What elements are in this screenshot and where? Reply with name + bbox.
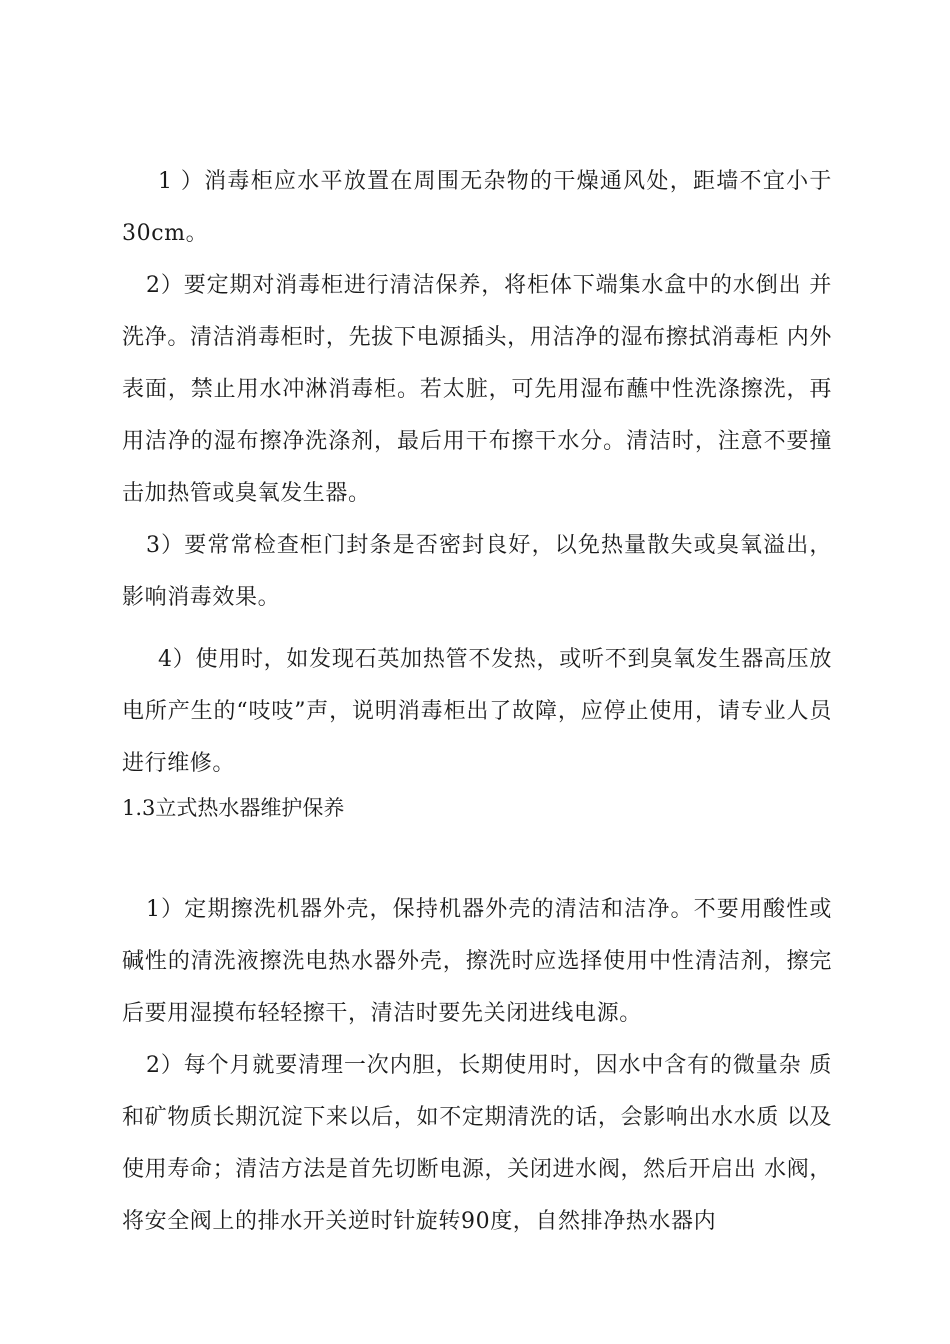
paragraph-disinfection-3: 3）要常常检查柜门封条是否密封良好，以免热量散失或臭氧溢出，影响消毒效果。 xyxy=(122,533,832,610)
paragraph-disinfection-2: 2）要定期对消毒柜进行清洁保养，将柜体下端集水盒中的水倒出 并洗净。清洁消毒柜时，先拔下电源插头，用洁净的湿布擦拭消毒柜 内外表面，禁止用水冲淋消毒柜。若太脏，可先用湿布蘸中性洗涤擦洗，再用洁净的湿布擦净洗涤剂，最后用干布擦干水分。清洁时，注意不要撞击加热管或臭氧发生器。 xyxy=(122,273,832,506)
paragraph-disinfection-4: 4）使用时，如发现石英加热管不发热，或听不到臭氧发生器高压放电所产生的“吱吱”声，说明消毒柜出了故障，应停止使用，请专业人员进行维修。 xyxy=(122,647,832,776)
paragraph-water-heater-2: 2）每个月就要清理一次内胆，长期使用时，因水中含有的微量杂 质和矿物质长期沉淀下来以后，如不定期清洗的话，会影响出水水质 以及使用寿命；清洁方法是首先切断电源，关闭进水阀，然后开启出 水阀，将安全阀上的排水开关逆时针旋转90度，自然排净热水器内 xyxy=(122,1053,832,1234)
paragraph-disinfection-1: 1 ）消毒柜应水平放置在周围无杂物的干燥通风处，距墙不宜小于30cm。 xyxy=(122,169,832,246)
paragraph-water-heater-1: 1）定期擦洗机器外壳，保持机器外壳的清洁和洁净。不要用酸性或碱性的清洗液擦洗电热水器外壳，擦洗时应选择使用中性清洁剂，擦完后要用湿摸布轻轻擦干，清洁时要先关闭进线电源。 xyxy=(122,897,832,1026)
section-heading: 1.3立式热水器维护保养 xyxy=(122,796,345,820)
